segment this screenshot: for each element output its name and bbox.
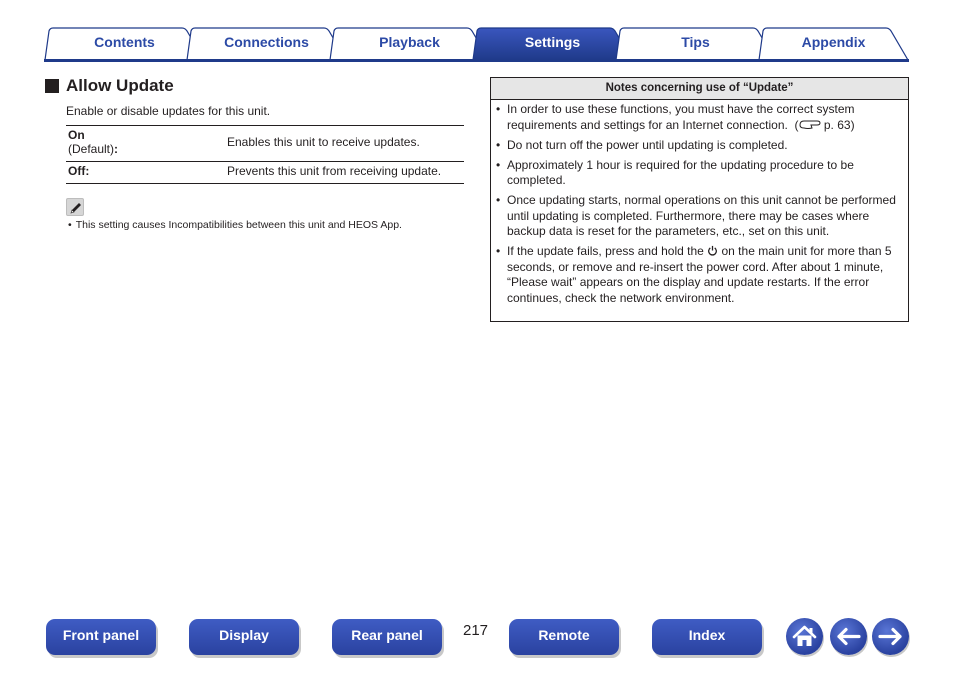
front-panel-button[interactable]: [46, 619, 156, 655]
tab-bar-underline: [44, 59, 909, 62]
bullet: •: [496, 102, 501, 116]
option-on-default: [68, 142, 223, 156]
list-item: [496, 157, 904, 189]
remote-label: Remote: [538, 627, 590, 643]
bullet: •: [496, 193, 501, 207]
option-on-key: On: [68, 128, 85, 142]
page-number: 217: [463, 622, 489, 639]
tab-connections[interactable]: [186, 27, 347, 60]
display-button[interactable]: [189, 619, 299, 655]
list-item: [496, 137, 904, 154]
tab-tips[interactable]: [615, 27, 776, 60]
note-text: Once updating starts, normal operations on this unit cannot be performed until updating is completed. Furthermore, there may be cases where backup data is reset for the parameters, etc., set on this unit.: [507, 193, 896, 238]
note-text: If the update fails, press and hold the: [507, 244, 704, 258]
default-colon: :: [114, 142, 119, 156]
index-button[interactable]: [652, 619, 762, 655]
top-tab-bar: [0, 0, 954, 66]
memo-note: [68, 219, 402, 231]
bullet: •: [496, 244, 501, 258]
index-label: Index: [688, 627, 726, 643]
section-title: Allow Update: [66, 76, 174, 95]
tab-playback-label: Playback: [379, 34, 440, 50]
power-icon: [707, 245, 718, 256]
table-row: [66, 162, 464, 184]
home-button[interactable]: [786, 618, 823, 655]
notes-title: Notes concerning use of “Update”: [491, 78, 908, 100]
option-key-cell: [66, 126, 225, 162]
page-reference-icon: [799, 119, 821, 130]
option-off-description: Prevents this unit from receiving update.: [225, 162, 464, 184]
default-note: (Default): [68, 142, 115, 156]
notes-list: [491, 100, 908, 306]
tab-connections-label: Connections: [224, 34, 309, 50]
bullet: •: [68, 219, 72, 231]
tab-appendix[interactable]: [758, 27, 909, 60]
memo-pencil-icon: [66, 198, 84, 216]
forward-button[interactable]: [872, 618, 909, 655]
bullet: •: [496, 157, 501, 172]
tab-contents[interactable]: [44, 27, 205, 60]
option-off-key: Off:: [66, 162, 225, 184]
paren-open: (: [794, 117, 799, 132]
memo-text: This setting causes Incompatibilities between this unit and HEOS App.: [75, 219, 402, 231]
tab-settings[interactable]: [472, 27, 633, 60]
bullet: •: [496, 137, 501, 152]
paren-close: ): [850, 117, 855, 132]
list-item: [496, 102, 904, 133]
rear-panel-button[interactable]: [332, 619, 442, 655]
note-text-continued: on the main unit for more than 5 seconds, or remove and re-insert the power cord. After about 1 minute, “Please wait” appears on the display and update restarts. If the error continues, check the network environment.: [507, 244, 892, 305]
page-reference-link[interactable]: p. 63: [823, 117, 851, 132]
options-table: [66, 125, 464, 184]
tab-playback[interactable]: [329, 27, 490, 60]
note-text: Approximately 1 hour is required for the updating procedure to be completed.: [507, 157, 854, 187]
note-text: In order to use these functions, you must have the correct system requirements and settings for an Internet connection.: [507, 102, 855, 132]
front-panel-label: Front panel: [62, 627, 140, 643]
section-intro: Enable or disable updates for this unit.: [66, 104, 271, 118]
rear-panel-label: Rear panel: [351, 627, 423, 643]
section-marker-icon: [45, 79, 59, 93]
note-text: Do not turn off the power until updating is completed.: [507, 137, 788, 152]
section-heading: [45, 76, 174, 96]
pencil-glyph: [69, 201, 83, 215]
back-button[interactable]: [830, 618, 867, 655]
page-reference[interactable]: [791, 118, 854, 132]
home-icon: [786, 618, 823, 655]
forward-arrow-icon: [872, 618, 909, 655]
notes-box: [490, 77, 909, 322]
list-item: [496, 193, 904, 240]
list-item: [496, 244, 904, 306]
tab-tips-label: Tips: [681, 34, 710, 50]
table-row: [66, 126, 464, 162]
tab-contents-label: Contents: [94, 34, 155, 50]
tab-appendix-label: Appendix: [801, 34, 866, 50]
remote-button[interactable]: [509, 619, 619, 655]
tab-settings-label: Settings: [524, 34, 581, 50]
back-arrow-icon: [830, 618, 867, 655]
option-on-description: Enables this unit to receive updates.: [225, 126, 464, 162]
display-label: Display: [219, 627, 269, 643]
